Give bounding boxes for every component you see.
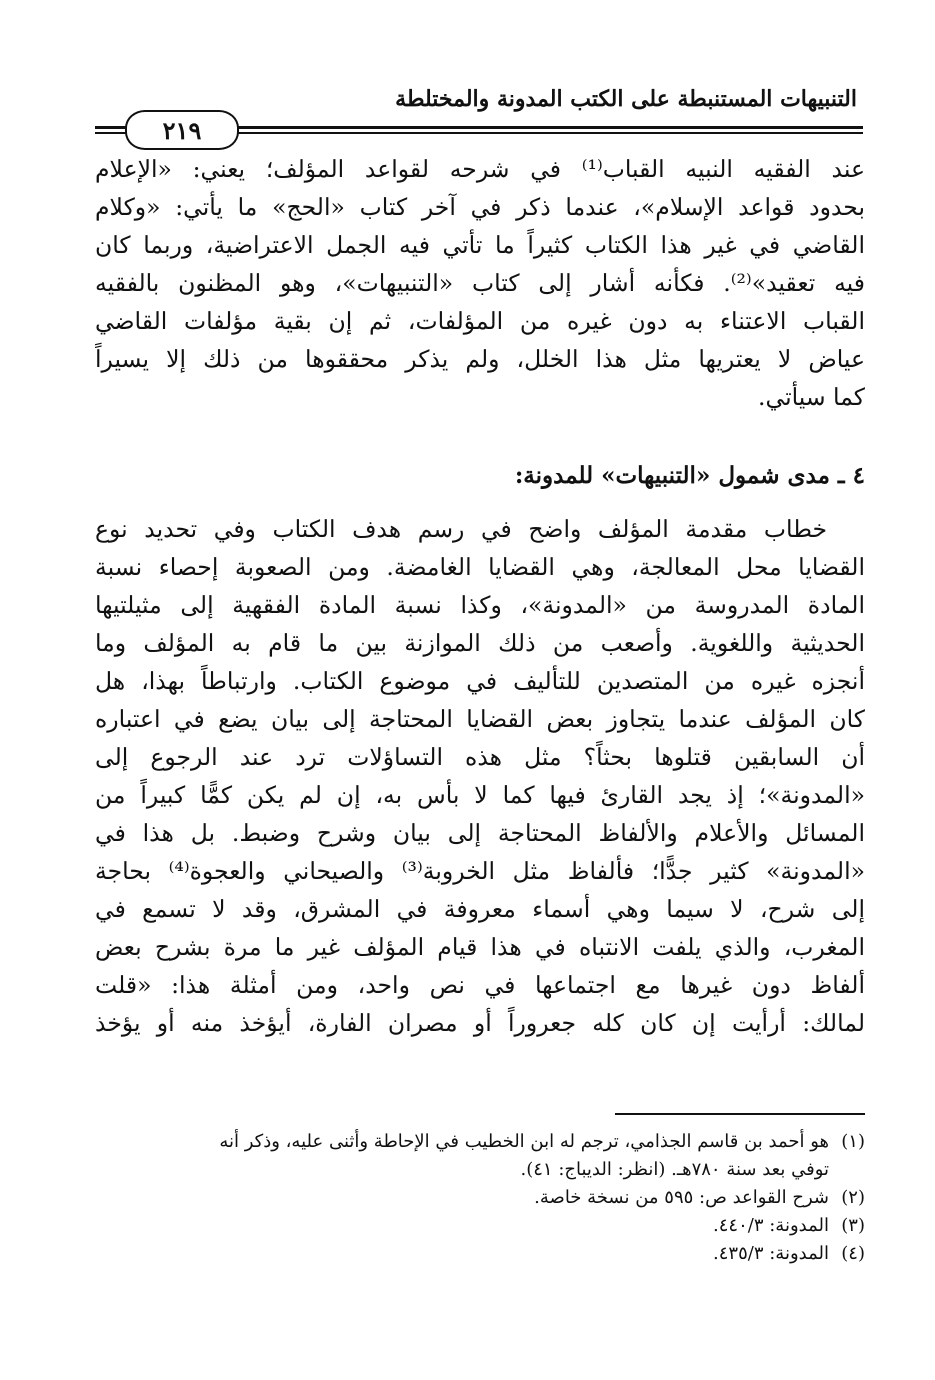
page-header bbox=[95, 82, 863, 152]
text-line: الحديثية واللغوية. وأصعب من ذلك الموازنة بين ما قام به المؤلف وما bbox=[95, 629, 865, 657]
text-line: عند الفقيه النبيه القباب⁽¹⁾ في شرحه لقواعد المؤلف؛ يعني: «الإعلام bbox=[95, 155, 865, 183]
footnote-2 bbox=[95, 1184, 865, 1212]
text-line: ألفاظ دون غيرها مع اجتماعها في نص واحد، ومن أمثلة هذا: «قلت bbox=[95, 971, 865, 999]
text-line: أن السابقين قتلوها بحثاً؟ مثل هذه التساؤلات ترد عند الرجوع إلى bbox=[95, 743, 865, 771]
text-line: المغرب، والذي يلفت الانتباه في هذا قيام المؤلف غير ما مرة بشرح بعض bbox=[95, 933, 865, 961]
footnote-text: المدونة: ٤٤٠/٣. bbox=[713, 1215, 829, 1236]
footnote-3 bbox=[95, 1212, 865, 1240]
footnote-divider bbox=[615, 1113, 865, 1115]
text-line: بحدود قواعد الإسلام»، عندما ذكر في آخر كتاب «الحج» ما يأتي: «وكلام bbox=[95, 193, 865, 221]
footnote-text: هو أحمد بن قاسم الجذامي، ترجم له ابن الخطيب في الإحاطة وأثنى عليه، وذكر أنه bbox=[219, 1131, 829, 1152]
page-number: ٢١٩ bbox=[125, 110, 239, 150]
text-line: المسائل والأعلام والألفاظ المحتاجة إلى بيان وشرح وضبط. بل هذا في bbox=[95, 819, 865, 847]
footnote-number: (١) bbox=[841, 1131, 865, 1152]
text-line: أنجزه غيره من المتصدين للتأليف في موضوع الكتاب. وارتباطاً بهذا، هل bbox=[95, 667, 865, 695]
footnote-text: توفي بعد سنة ٧٨٠هـ. (انظر: الديباج: ٤١). bbox=[520, 1159, 829, 1180]
text-line: لمالك: أرأيت إن كان كله جعروراً أو مصران الفارة، أيؤخذ منه أو يؤخذ bbox=[95, 1009, 865, 1037]
text-line: القضايا محل المعالجة، وهي القضايا الغامضة. ومن الصعوبة إحصاء نسبة bbox=[95, 553, 865, 581]
section-heading: ٤ ـ مدى شمول «التنبيهات» للمدونة: bbox=[514, 462, 865, 489]
footnote-4 bbox=[95, 1240, 865, 1268]
text-line: كما سيأتي. bbox=[758, 383, 865, 411]
footnote-number: (٤) bbox=[841, 1243, 865, 1264]
footnotes bbox=[95, 1128, 865, 1268]
paragraph-2 bbox=[95, 510, 865, 1042]
footnote-number: (٢) bbox=[841, 1187, 865, 1208]
text-line: «المدونة»؛ إذ يجد القارئ فيها كما لا بأس به، إن لم يكن كمًّا كبيراً من bbox=[95, 781, 865, 809]
text-line: كان المؤلف عندما يتجاوز بعض القضايا المحتاجة إلى بيان يضع في اعتباره bbox=[95, 705, 865, 733]
footnote-text: المدونة: ٤٣٥/٣. bbox=[713, 1243, 829, 1264]
text-line: «المدونة» كثير جدًّا؛ فألفاظ مثل الخروبة⁽³⁾ والصيحاني والعجوة⁽⁴⁾ بحاجة bbox=[95, 857, 865, 885]
text-line: القباب الاعتناء به دون غيره من المؤلفات، ثم إن بقية مؤلفات القاضي bbox=[95, 307, 865, 335]
text-line: إلى شرح، لا سيما وهي أسماء معروفة في المشرق، وقد لا تسمع في bbox=[95, 895, 865, 923]
text-line: عياض لا يعتريها مثل هذا الخلل، ولم يذكر محققوها من ذلك إلا يسيراً bbox=[95, 345, 865, 373]
text-line: القاضي في غير هذا الكتاب كثيراً ما تأتي فيه الجمل الاعتراضية، وربما كان bbox=[95, 231, 865, 259]
footnote-number: (٣) bbox=[841, 1215, 865, 1236]
text-line: المادة المدروسة من «المدونة»، وكذا نسبة المادة الفقهية إلى مثيلتيها bbox=[95, 591, 865, 619]
footnote-1 bbox=[95, 1128, 865, 1184]
running-title: التنبيهات المستنبطة على الكتب المدونة والمختلطة bbox=[395, 86, 857, 112]
footnote-text: شرح القواعد ص: ٥٩٥ من نسخة خاصة. bbox=[534, 1187, 829, 1208]
text-line: فيه تعقيد»⁽²⁾. فكأنه أشار إلى كتاب «التنبيهات»، وهو المظنون بالفقيه bbox=[95, 269, 865, 297]
paragraph-1 bbox=[95, 150, 865, 416]
text-line: خطاب مقدمة المؤلف واضح في رسم هدف الكتاب وفي تحديد نوع bbox=[95, 515, 827, 543]
